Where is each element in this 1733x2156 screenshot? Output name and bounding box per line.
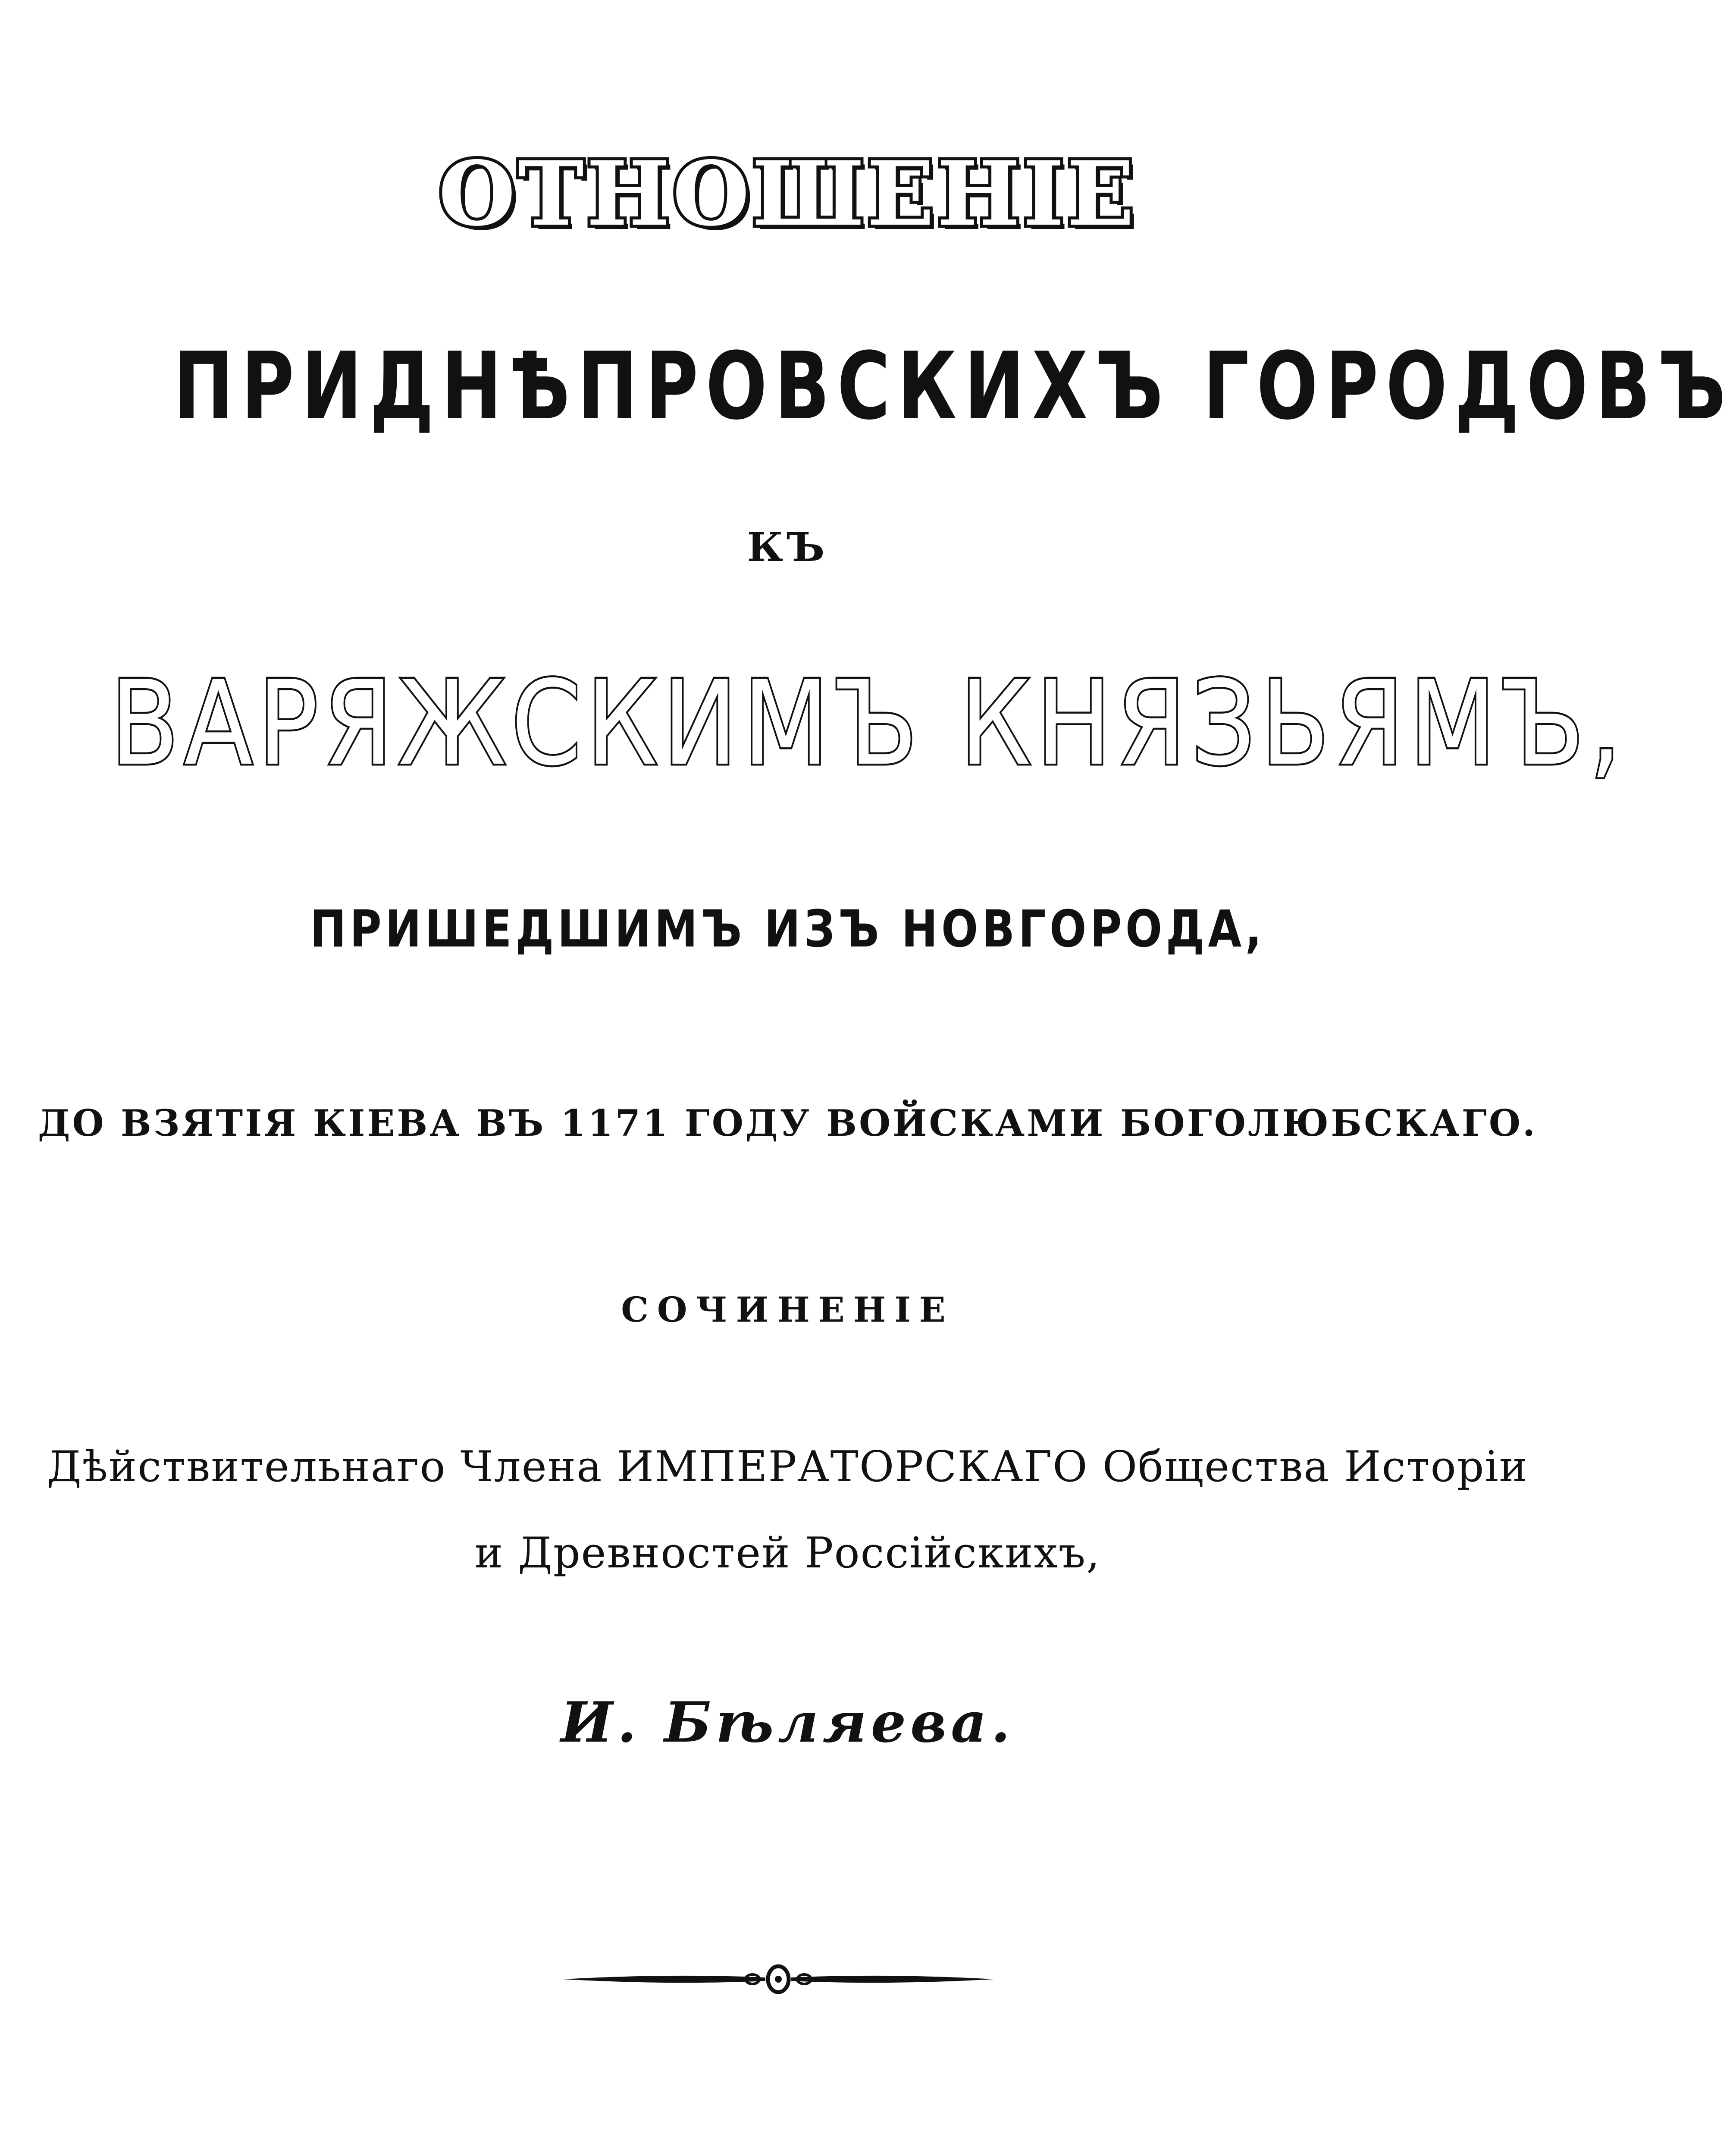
author-name: И. Бѣляева. [561,1690,1015,1755]
title-line-cities: ПРИДНѢПРОВСКИХЪ ГОРОДОВЪ [173,332,1733,440]
author-description-line-2: и Древностей Россійскихъ, [474,1529,1101,1578]
author-description-line-1: Дѣйствительнаго Члена ИМПЕРАТОРСКАГО Общества Исторіи [47,1442,1528,1492]
work-label: СОЧИНЕНІЕ [621,1289,954,1330]
title-line-princes: ВАРЯЖСКИМЪ КНЯЗЬЯМЪ, [110,655,1627,791]
ornament-divider [563,1962,994,1996]
title-line-preposition: КЪ [747,524,828,570]
title-line-novgorod: ПРИШЕДШИМЪ ИЗЪ НОВГОРОДА, [310,899,1266,959]
title-line-kiev-1171: ДО ВЗЯТІЯ КІЕВА ВЪ 1171 ГОДУ ВОЙСКАМИ БОГОЛЮБСКАГО. [38,1102,1538,1144]
title-line-relation: ОТНОШЕНІЕ [438,142,1137,246]
